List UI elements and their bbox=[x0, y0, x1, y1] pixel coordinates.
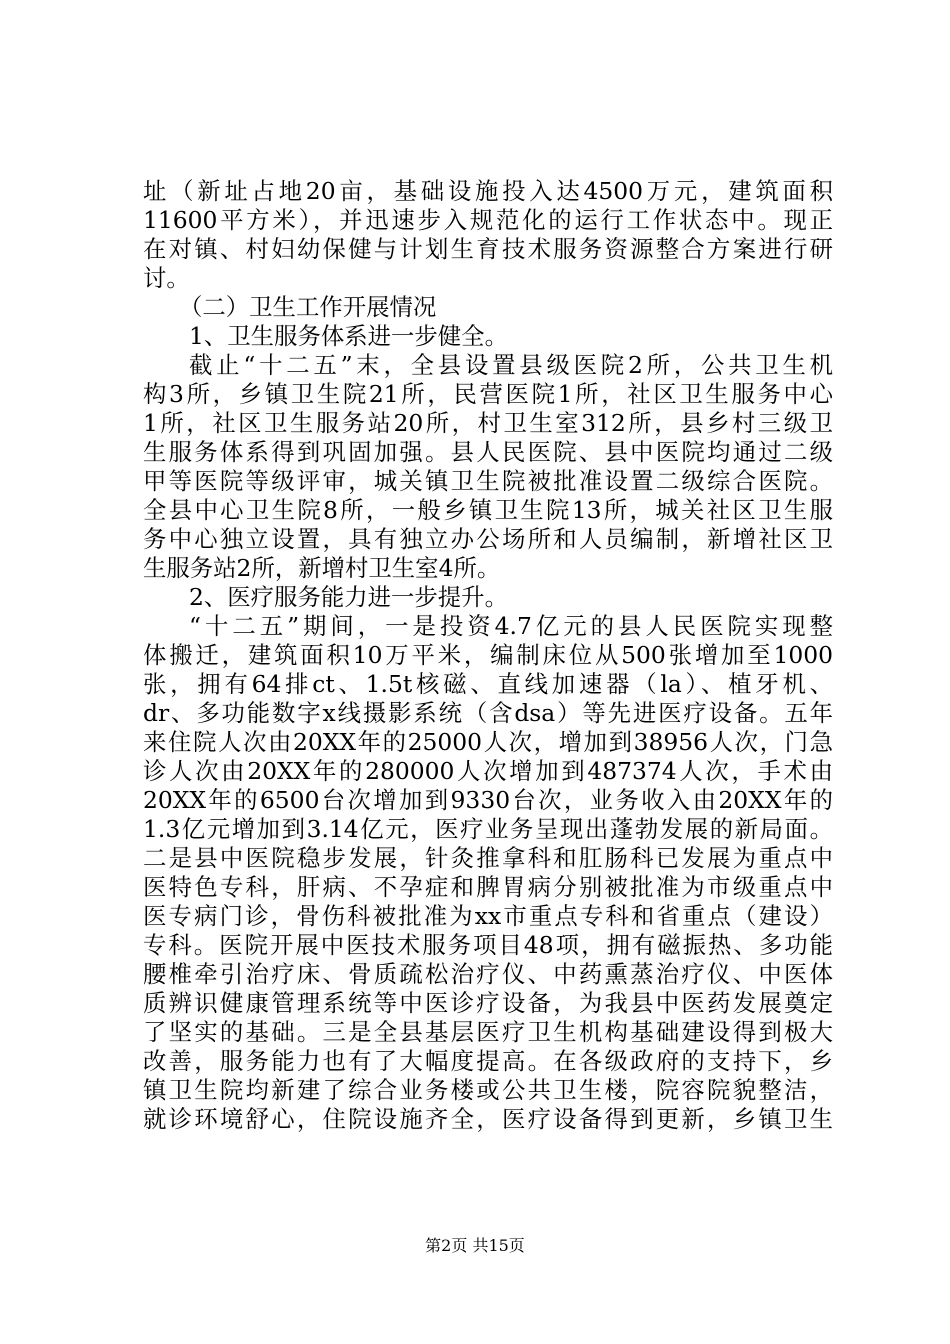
text-line: 讨。 bbox=[143, 264, 190, 292]
text-line: 来住院人次由20XX年的25000人次，增加到38956人次，门急 bbox=[143, 728, 833, 756]
text-line: 甲等医院等级评审，城关镇卫生院被批准设置二级综合医院。 bbox=[143, 467, 833, 495]
text-line: 了坚实的基础。三是全县基层医疗卫生机构基础建设得到极大 bbox=[143, 1018, 833, 1046]
text-line: 镇卫生院均新建了综合业务楼或公共卫生楼，院容院貌整洁， bbox=[143, 1076, 833, 1104]
text-line: 截止“十二五”末，全县设置县级医院2所，公共卫生机 bbox=[189, 351, 833, 379]
text-line: 二是县中医院稳步发展，针灸推拿科和肛肠科已发展为重点中 bbox=[143, 844, 833, 872]
text-line: 1所，社区卫生服务站20所，村卫生室312所，县乡村三级卫 bbox=[143, 409, 833, 437]
text-line: 专科。医院开展中医技术服务项目48项，拥有磁振热、多功能 bbox=[143, 931, 833, 959]
text-line: dr、多功能数字x线摄影系统（含dsa）等先进医疗设备。五年 bbox=[143, 699, 833, 727]
text-line: 改善，服务能力也有了大幅度提高。在各级政府的支持下，乡 bbox=[143, 1047, 833, 1075]
text-line: 张，拥有64排ct、1.5t核磁、直线加速器（la）、植牙机、 bbox=[143, 670, 833, 698]
text-line: 11600平方米），并迅速步入规范化的运行工作状态中。现正 bbox=[143, 206, 833, 234]
text-line: 务中心独立设置，具有独立办公场所和人员编制，新增社区卫 bbox=[143, 525, 833, 553]
text-line: 生服务体系得到巩固加强。县人民医院、县中医院均通过二级 bbox=[143, 438, 833, 466]
text-line: “十二五”期间，一是投资4.7亿元的县人民医院实现整 bbox=[189, 612, 833, 640]
section-heading: （二）卫生工作开展情况 bbox=[179, 293, 437, 321]
text-line: 医特色专科，肝病、不孕症和脾胃病分别被批准为市级重点中 bbox=[143, 873, 833, 901]
text-line: 腰椎牵引治疗床、骨质疏松治疗仪、中药熏蒸治疗仪、中医体 bbox=[143, 960, 833, 988]
text-line: 体搬迁，建筑面积10万平米，编制床位从500张增加至1000 bbox=[143, 641, 833, 669]
text-line: 1.3亿元增加到3.14亿元，医疗业务呈现出蓬勃发展的新局面。 bbox=[143, 815, 833, 843]
text-line: 全县中心卫生院8所，一般乡镇卫生院13所，城关社区卫生服 bbox=[143, 496, 833, 524]
text-line: 20XX年的6500台次增加到9330台次，业务收入由20XX年的 bbox=[143, 786, 833, 814]
subsection-heading: 1、卫生服务体系进一步健全。 bbox=[189, 322, 508, 350]
text-line: 生服务站2所，新增村卫生室4所。 bbox=[143, 554, 501, 582]
subsection-heading: 2、医疗服务能力进一步提升。 bbox=[189, 583, 508, 611]
text-line: 构3所，乡镇卫生院21所，民营医院1所，社区卫生服务中心 bbox=[143, 380, 833, 408]
page-number-label: 第2页 共15页 bbox=[425, 1236, 525, 1255]
text-line: 诊人次由20XX年的280000人次增加到487374人次，手术由 bbox=[143, 757, 833, 785]
text-line: 址（新址占地20亩，基础设施投入达4500万元，建筑面积 bbox=[143, 177, 833, 205]
page-footer bbox=[0, 1236, 950, 1256]
text-line: 在对镇、村妇幼保健与计划生育技术服务资源整合方案进行研 bbox=[143, 235, 833, 263]
text-line: 就诊环境舒心，住院设施齐全，医疗设备得到更新，乡镇卫生 bbox=[143, 1105, 833, 1133]
text-line: 医专病门诊，骨伤科被批准为xx市重点专科和省重点（建设） bbox=[143, 902, 833, 930]
text-line: 质辨识健康管理系统等中医诊疗设备，为我县中医药发展奠定 bbox=[143, 989, 833, 1017]
body-text bbox=[143, 177, 833, 1134]
